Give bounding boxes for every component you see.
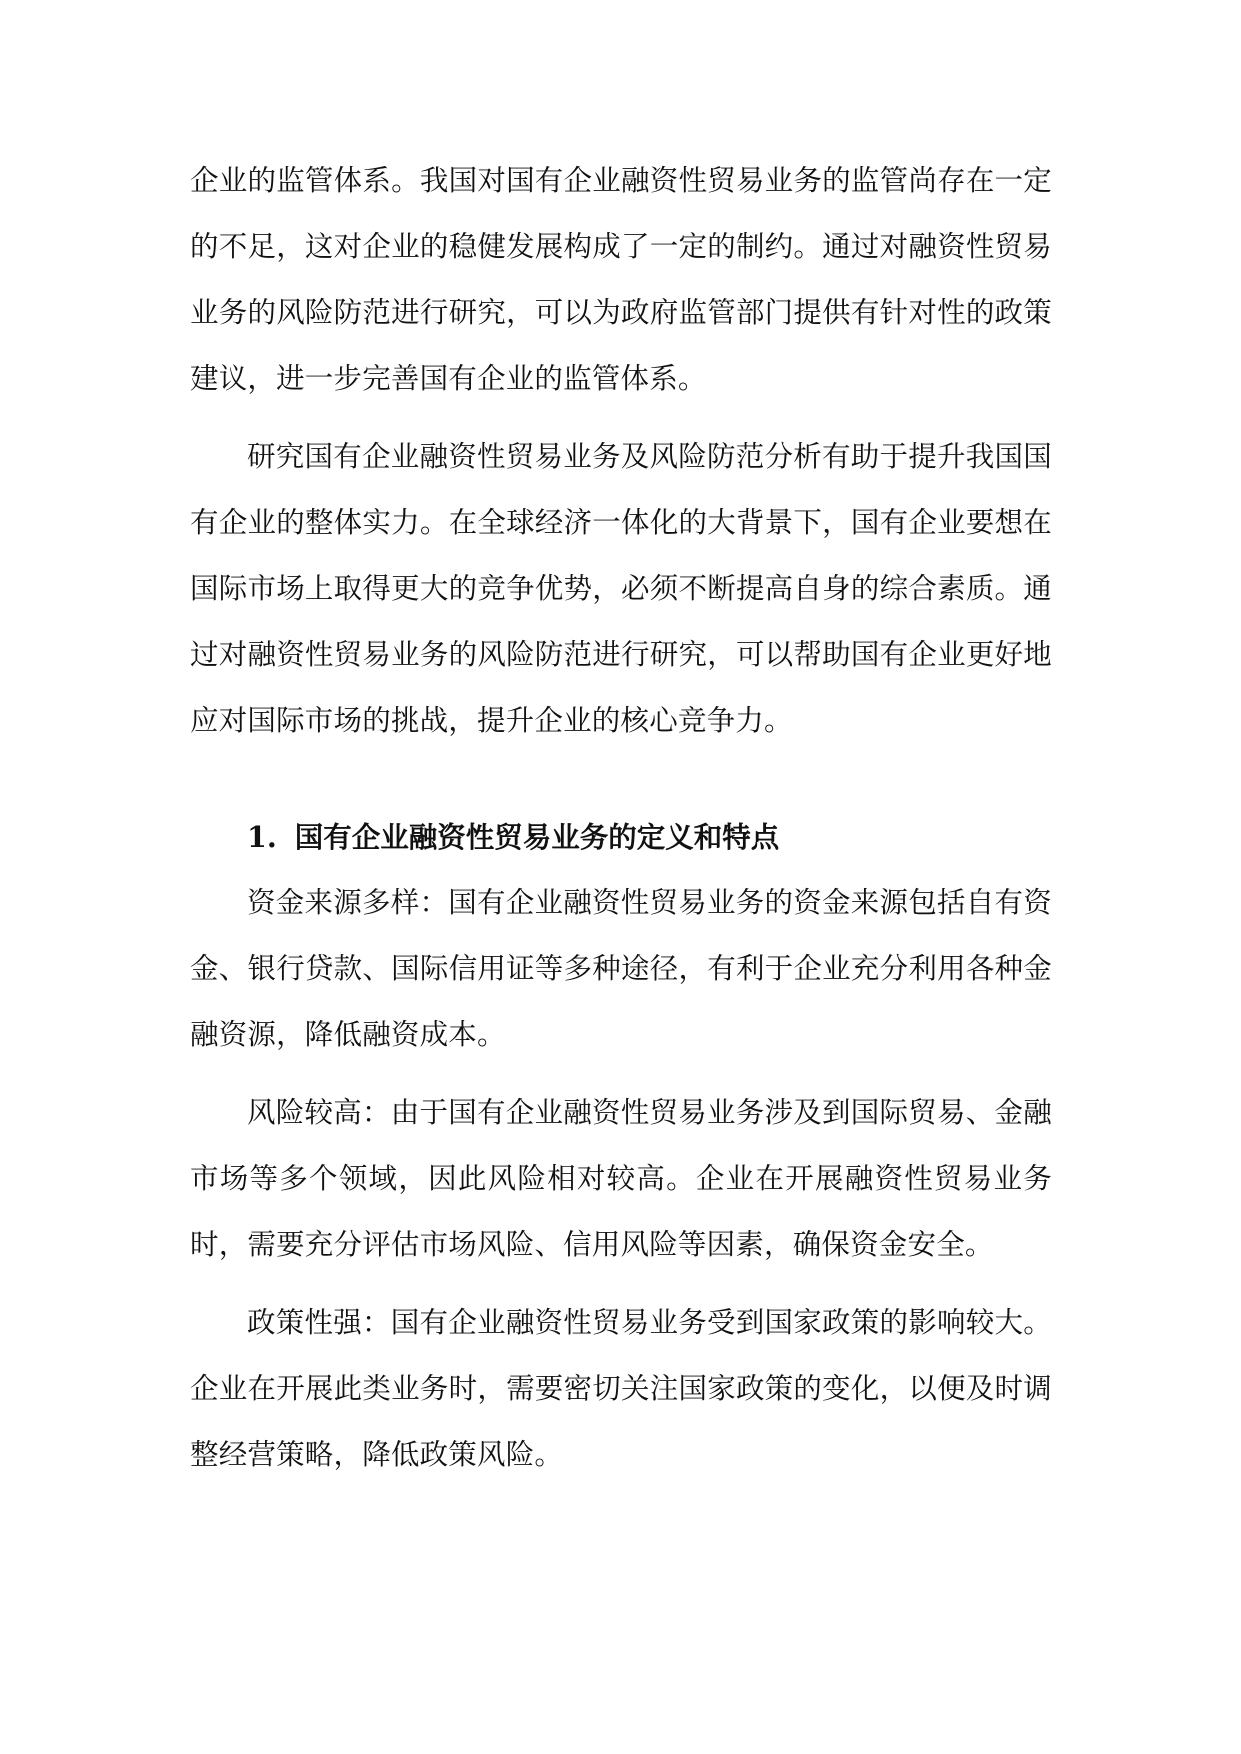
paragraph-research-significance: 研究国有企业融资性贸易业务及风险防范分析有助于提升我国国有企业的整体实力。在全球经济一体化的大背景下，国有企业要想在国际市场上取得更大的竞争优势，必须不断提高自身的综合素质。通过对融资性贸易业务的风险防范进行研究，可以帮助国有企业更好地应对国际市场的挑战，提升企业的核心竞争力。: [190, 440, 1052, 737]
paragraph-funding-sources: 资金来源多样：国有企业融资性贸易业务的资金来源包括自有资金、银行贷款、国际信用证等多种途径，有利于企业充分利用各种金融资源，降低融资成本。: [190, 886, 1052, 1051]
section-title: 国有企业融资性贸易业务的定义和特点: [294, 820, 780, 854]
paragraph-policy: 政策性强：国有企业融资性贸易业务受到国家政策的影响较大。企业在开展此类业务时，需要密切关注国家政策的变化，以便及时调整经营策略，降低政策风险。: [190, 1306, 1052, 1471]
paragraph-continued: 企业的监管体系。我国对国有企业融资性贸易业务的监管尚存在一定的不足，这对企业的稳健发展构成了一定的制约。通过对融资性贸易业务的风险防范进行研究，可以为政府监管部门提供有针对性的政策建议，进一步完善国有企业的监管体系。: [190, 164, 1052, 395]
section-heading: [190, 804, 1052, 870]
section-number: 1.: [247, 820, 277, 854]
document-body: [190, 148, 1052, 1488]
paragraph-high-risk: 风险较高：由于国有企业融资性贸易业务涉及到国际贸易、金融市场等多个领域，因此风险相对较高。企业在开展融资性贸易业务时，需要充分评估市场风险、信用风险等因素，确保资金安全。: [190, 1096, 1052, 1261]
